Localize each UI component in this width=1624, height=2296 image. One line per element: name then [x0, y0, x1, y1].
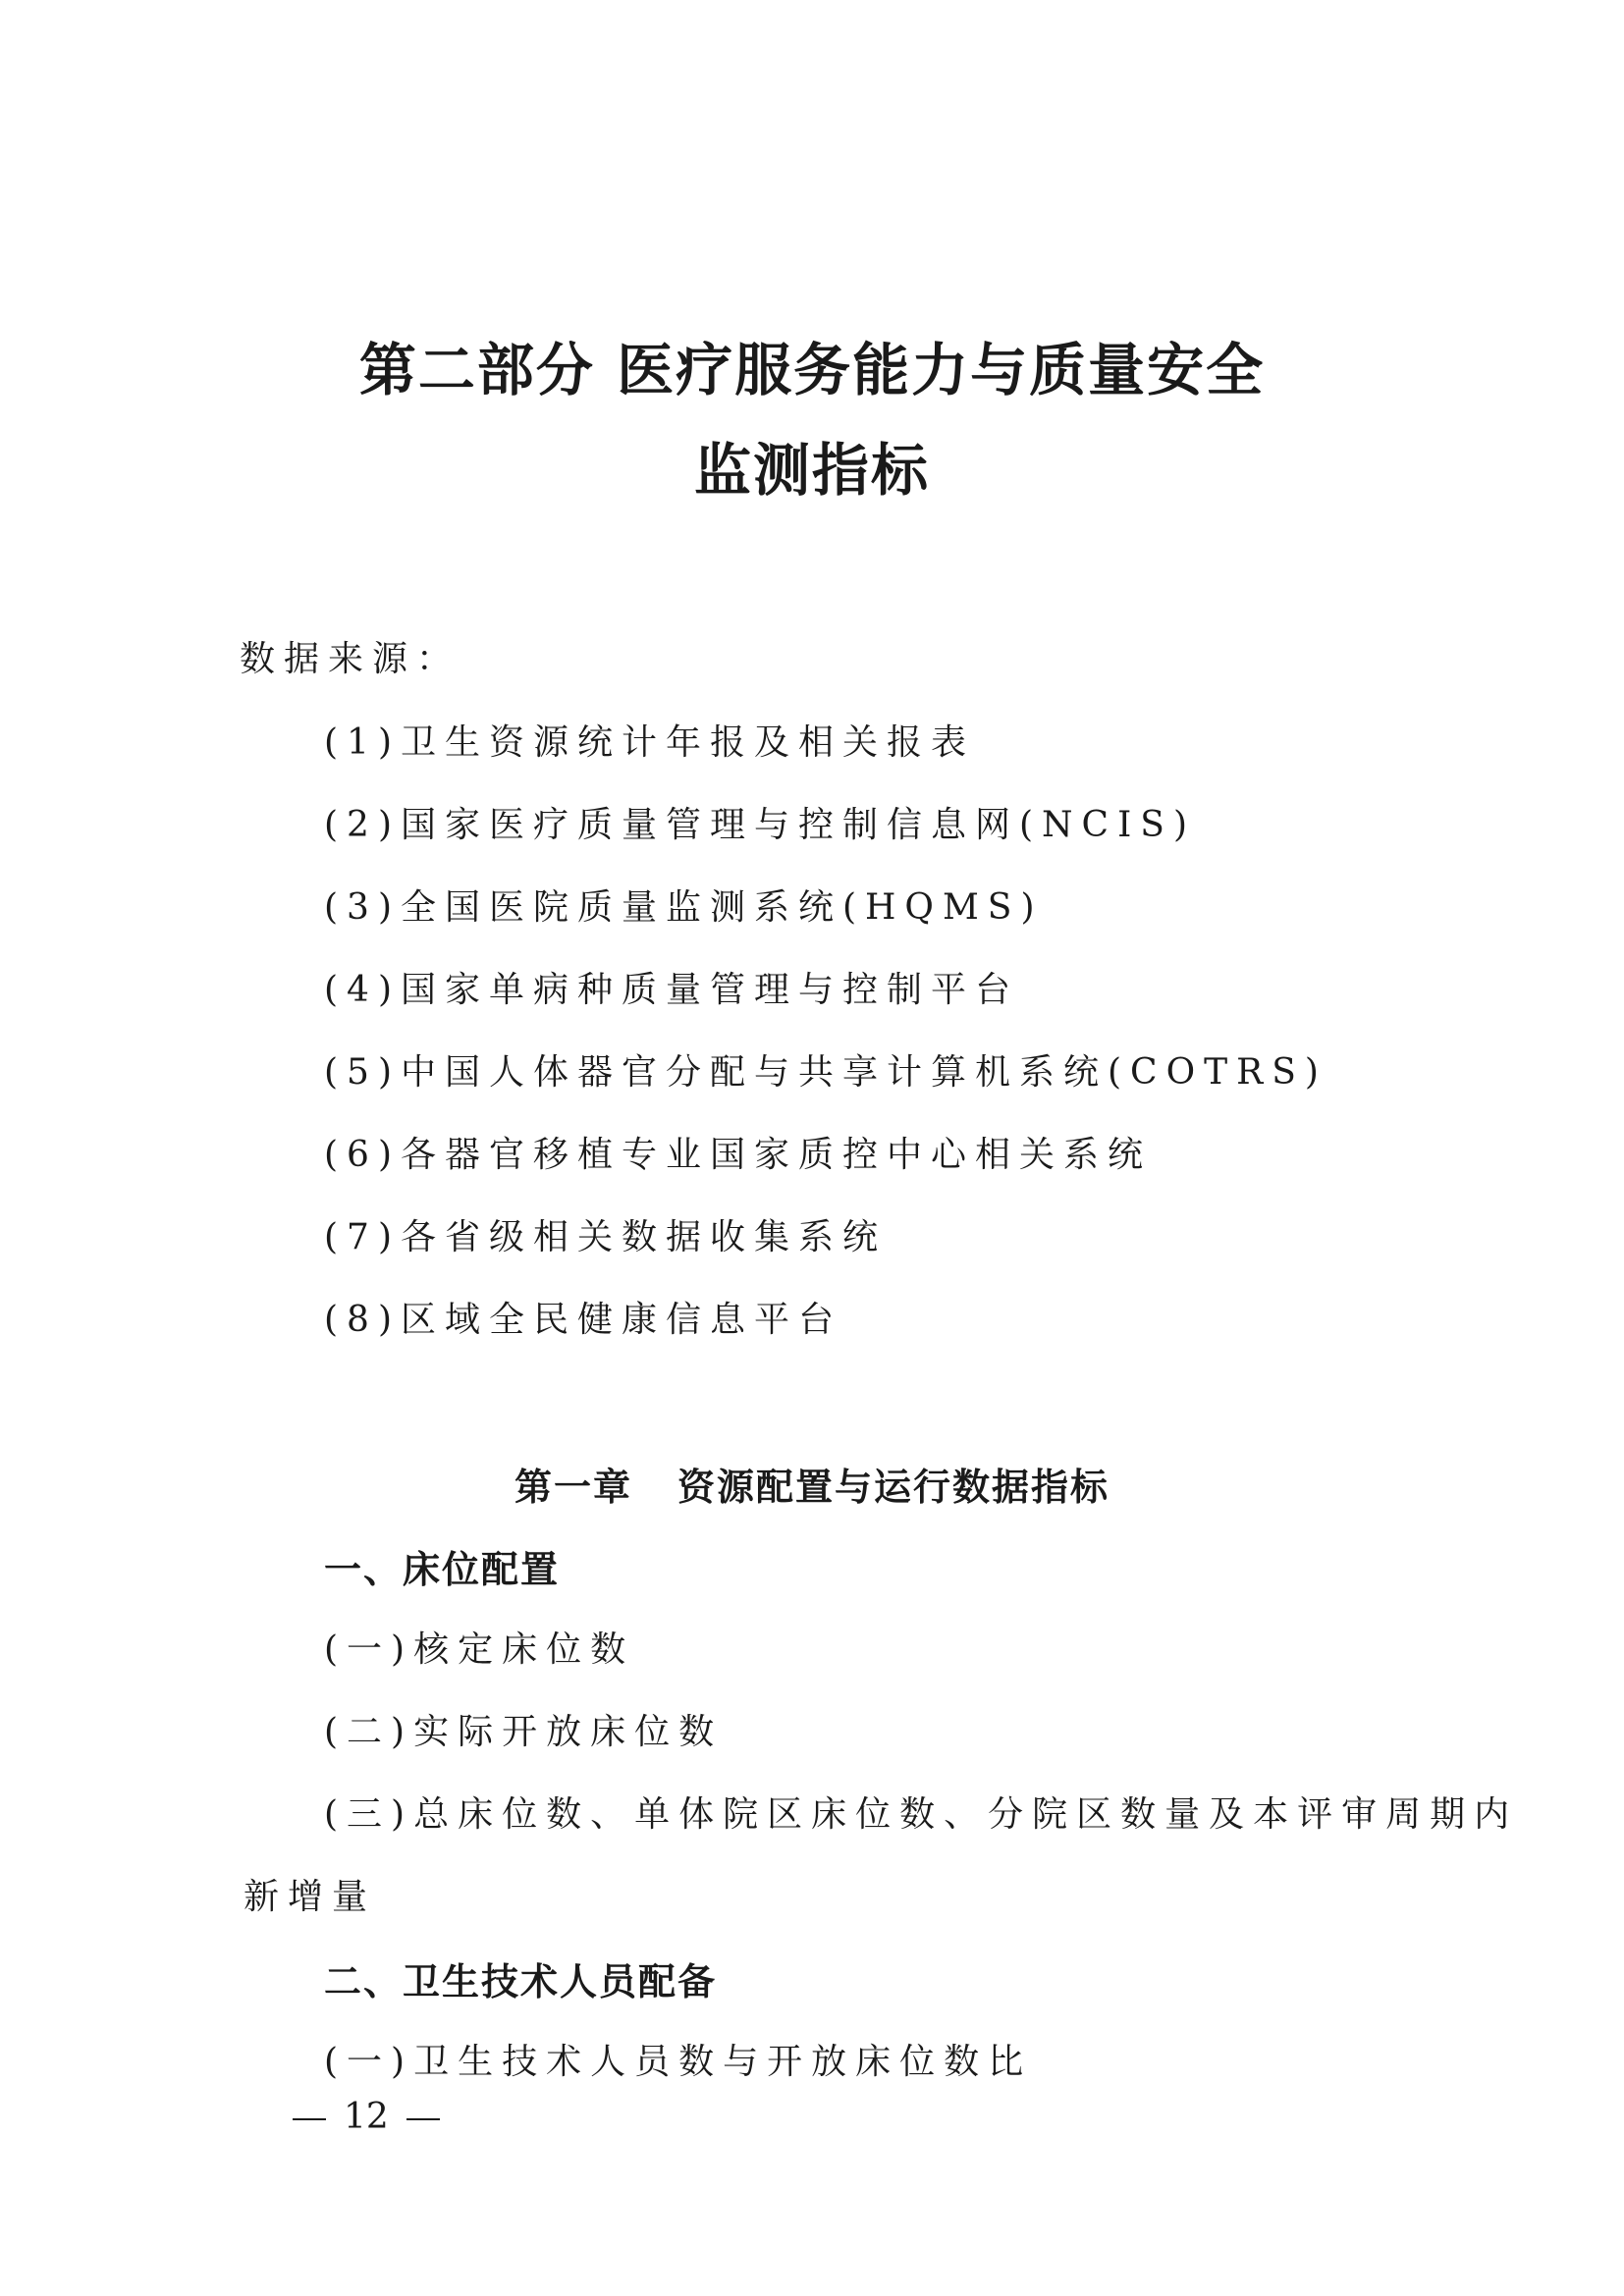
data-source-item: (1)卫生资源统计年报及相关报表 — [324, 722, 975, 763]
section-item: (三)总床位数、单体院区床位数、分院区数量及本评审周期内 — [324, 1794, 1519, 1835]
data-source-item: (4)国家单病种质量管理与控制平台 — [324, 970, 1019, 1010]
section-heading-staffing: 二、卫生技术人员配备 — [324, 1960, 718, 2003]
data-source-item: (5)中国人体器官分配与共享计算机系统(COTRS) — [324, 1052, 1327, 1093]
page-footer — [275, 2097, 458, 2137]
page-title-line-2: 监测指标 — [693, 437, 930, 504]
section-item: (二)实际开放床位数 — [324, 1712, 724, 1752]
section-heading-bed-allocation: 一、床位配置 — [324, 1548, 561, 1591]
section-item-continuation: 新增量 — [244, 1877, 377, 1917]
data-source-item: (6)各器官移植专业国家质控中心相关系统 — [324, 1135, 1152, 1175]
data-source-item: (3)全国医院质量监测系统(HQMS) — [324, 887, 1044, 928]
data-source-item: (7)各省级相关数据收集系统 — [324, 1217, 887, 1257]
data-source-item: (8)区域全民健康信息平台 — [324, 1300, 842, 1340]
page-number: 12 — [344, 2097, 389, 2137]
section-item: (一)核定床位数 — [324, 1629, 635, 1670]
chapter-number: 第一章 — [514, 1466, 632, 1509]
footer-dash-left — [293, 2118, 326, 2120]
chapter-heading — [0, 1457, 1624, 1511]
chapter-title: 资源配置与运行数据指标 — [677, 1466, 1110, 1509]
section-item: (一)卫生技术人员数与开放床位数比 — [324, 2042, 1033, 2082]
footer-dash-right — [406, 2118, 440, 2120]
data-sources-label: 数据来源： — [240, 639, 461, 679]
page-title-line-1: 第二部分 医疗服务能力与质量安全 — [358, 337, 1266, 403]
data-source-item: (2)国家医疗质量管理与控制信息网(NCIS) — [324, 805, 1197, 845]
